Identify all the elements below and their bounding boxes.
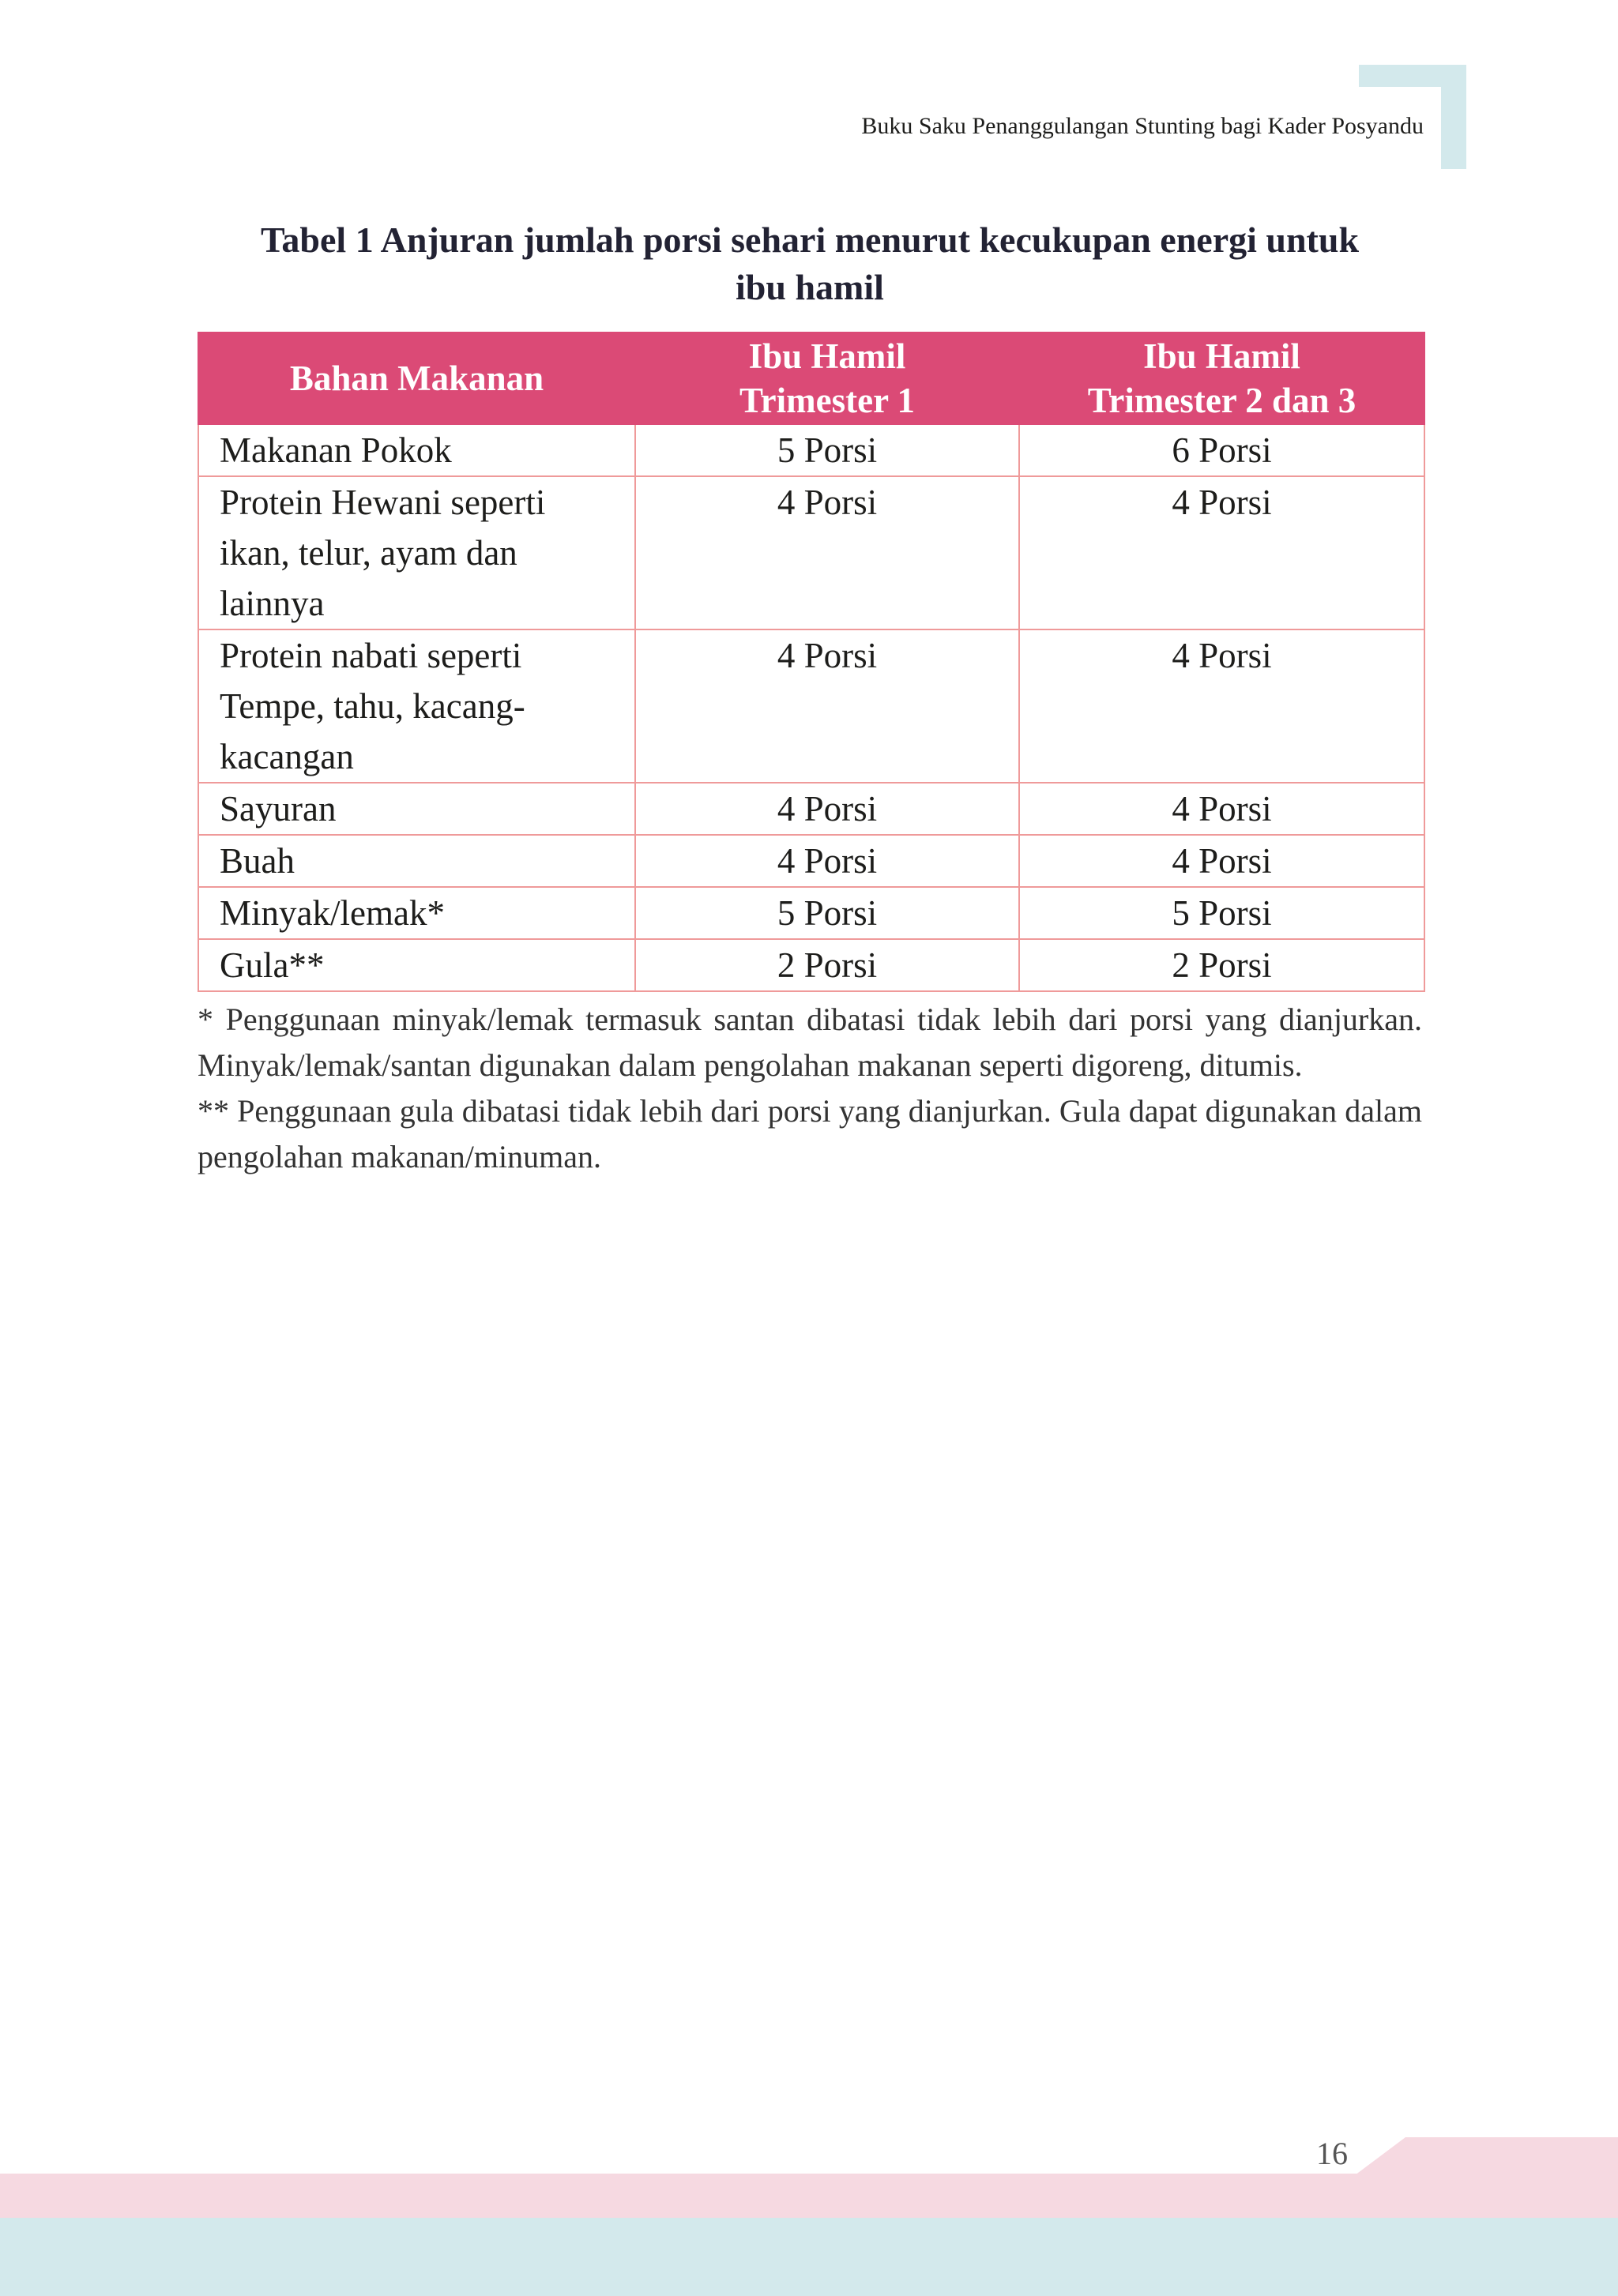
food-label: lainnya [220,584,325,623]
trimester-1-portion: 5 Porsi [635,887,1019,939]
corner-decoration-side-bar [1441,65,1466,169]
table-row [198,783,1424,835]
footer-teal-band [0,2218,1618,2296]
trimester-1-portion: 5 Porsi [635,424,1019,476]
column-header-trimester-2-3-line-1: Ibu Hamil [1143,336,1300,376]
footer-pink-band [0,2174,1618,2218]
trimester-1-portion: 2 Porsi [635,939,1019,991]
table-row [198,476,1424,629]
table-title-line-2: ibu hamil [736,267,884,307]
food-label: Buah [220,841,295,881]
food-label: Sayuran [220,789,337,829]
food-cell [198,887,635,939]
food-label: Tempe, tahu, kacang- [220,686,525,726]
trimester-2-3-portion: 4 Porsi [1019,476,1424,629]
food-cell [198,476,635,629]
trimester-2-3-portion: 4 Porsi [1019,629,1424,783]
trimester-1-portion: 4 Porsi [635,835,1019,887]
column-header-food [198,333,635,424]
food-label: Gula** [220,945,325,985]
table-title-line-1: Tabel 1 Anjuran jumlah porsi sehari menurut kecukupan energi untuk [260,220,1360,260]
food-label: Makanan Pokok [220,430,452,470]
table-row [198,887,1424,939]
trimester-1-portion: 4 Porsi [635,783,1019,835]
footnote-sugar: ** Penggunaan gula dibatasi tidak lebih dari porsi yang dianjurkan. Gula dapat digunakan dalam pengolahan makanan/minuman. [198,1093,1422,1174]
column-header-trimester-1 [635,333,1019,424]
footer-pink-tab [1355,2137,1618,2175]
food-label: Protein nabati seperti [220,636,522,675]
running-header: Buku Saku Penanggulangan Stunting bagi Kader Posyandu [861,113,1424,139]
trimester-2-3-portion: 4 Porsi [1019,783,1424,835]
table-header-row [198,333,1424,424]
food-cell [198,424,635,476]
column-header-trimester-1-line-2: Trimester 1 [739,381,915,420]
column-header-trimester-2-3-line-2: Trimester 2 dan 3 [1087,381,1356,420]
food-label: ikan, telur, ayam dan [220,533,517,573]
footnote-oil: * Penggunaan minyak/lemak termasuk santan dibatasi tidak lebih dari porsi yang dianjurkan. Minyak/lemak/santan digunakan dalam pengolahan makanan seperti digoreng, ditumis. [198,1001,1422,1083]
food-label: kacangan [220,737,354,776]
table-footnotes [198,997,1422,1180]
food-cell [198,835,635,887]
food-cell [198,939,635,991]
trimester-2-3-portion: 4 Porsi [1019,835,1424,887]
column-header-food-label: Bahan Makanan [289,359,544,398]
trimester-1-portion: 4 Porsi [635,629,1019,783]
food-label: Minyak/lemak* [220,893,445,933]
table-row [198,629,1424,783]
trimester-2-3-portion: 2 Porsi [1019,939,1424,991]
table-title [198,216,1422,311]
column-header-trimester-2-3 [1019,333,1424,424]
table-row [198,424,1424,476]
food-cell [198,783,635,835]
trimester-2-3-portion: 6 Porsi [1019,424,1424,476]
trimester-2-3-portion: 5 Porsi [1019,887,1424,939]
column-header-trimester-1-line-1: Ibu Hamil [748,336,906,376]
page-number: 16 [1316,2136,1348,2171]
table-row [198,939,1424,991]
portion-table [198,332,1425,992]
trimester-1-portion: 4 Porsi [635,476,1019,629]
food-cell [198,629,635,783]
table-row [198,835,1424,887]
food-label: Protein Hewani seperti [220,483,546,522]
